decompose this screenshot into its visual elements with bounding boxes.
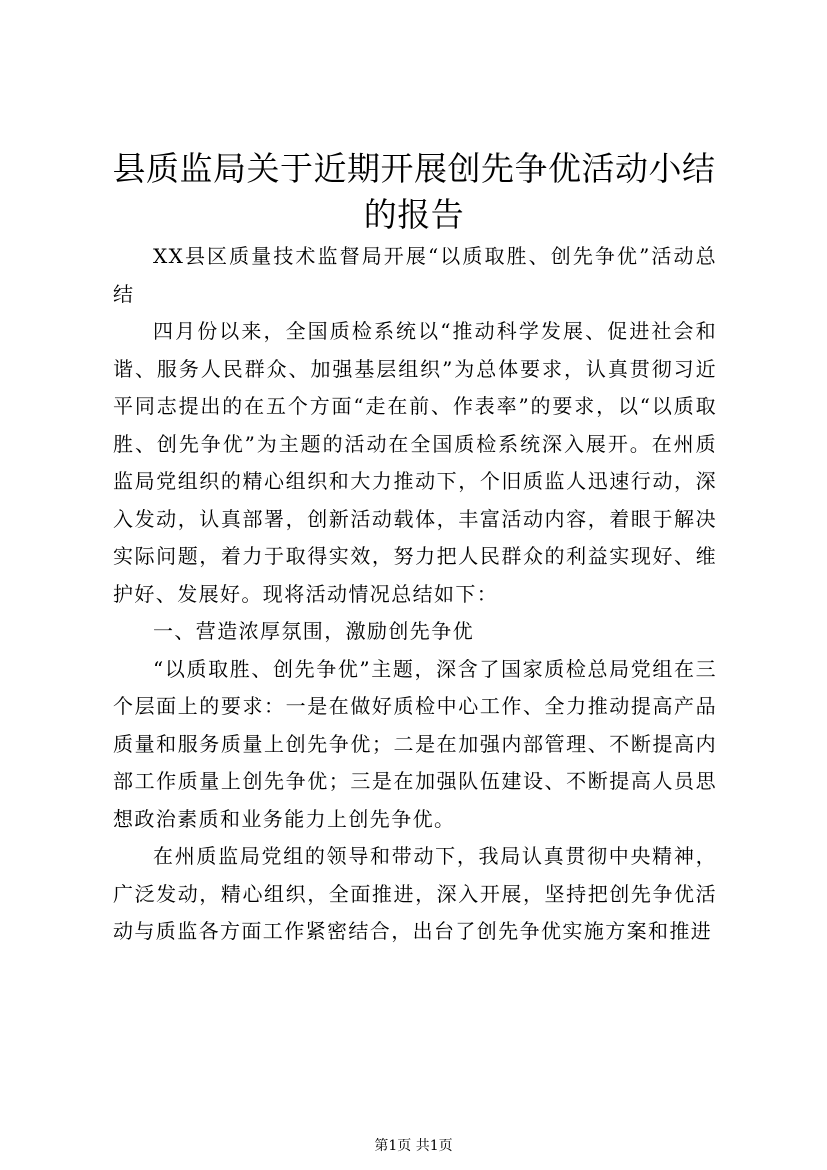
document-body bbox=[113, 238, 717, 951]
page-number-footer: 第1页 共1页 bbox=[374, 1138, 453, 1154]
paragraph-theme: “以质取胜、创先争优”主题，深含了国家质检总局党组在三个层面上的要求：一是在做好质检中心工作、全力推动提高产品质量和服务质量上创先争优；二是在加强内部管理、不断提高内部工作质量上创先争优；三是在加强队伍建设、不断提高人员思想政治素质和业务能力上创先争优。 bbox=[113, 656, 717, 831]
paragraph-intro: 四月份以来，全国质检系统以“推动科学发展、促进社会和谐、服务人民群众、加强基层组织”为总体要求，认真贯彻习近平同志提出的在五个方面“走在前、作表率”的要求，以“以质取胜、创先争优”为主题的活动在全国质检系统深入展开。在州质监局党组织的精心组织和大力推动下，个旧质监人迅速行动，深入发动，认真部署，创新活动载体，丰富活动内容，着眼于解决实际问题，着力于取得实效，努力把人民群众的利益实现好、维护好、发展好。现将活动情况总结如下： bbox=[113, 319, 717, 606]
paragraph-subtitle: XX县区质量技术监督局开展“以质取胜、创先争优”活动总结 bbox=[113, 244, 717, 306]
document-title: 县质监局关于近期开展创先争优活动小结的报告 bbox=[112, 149, 716, 234]
paragraph-leadership: 在州质监局党组的领导和带动下，我局认真贯彻中央精神，广泛发动，精心组织，全面推进，深入开展，坚持把创先争优活动与质监各方面工作紧密结合，出台了创先争优实施方案和推进 bbox=[113, 844, 717, 943]
section-heading-1: 一、营造浓厚氛围，激励创先争优 bbox=[153, 619, 474, 643]
